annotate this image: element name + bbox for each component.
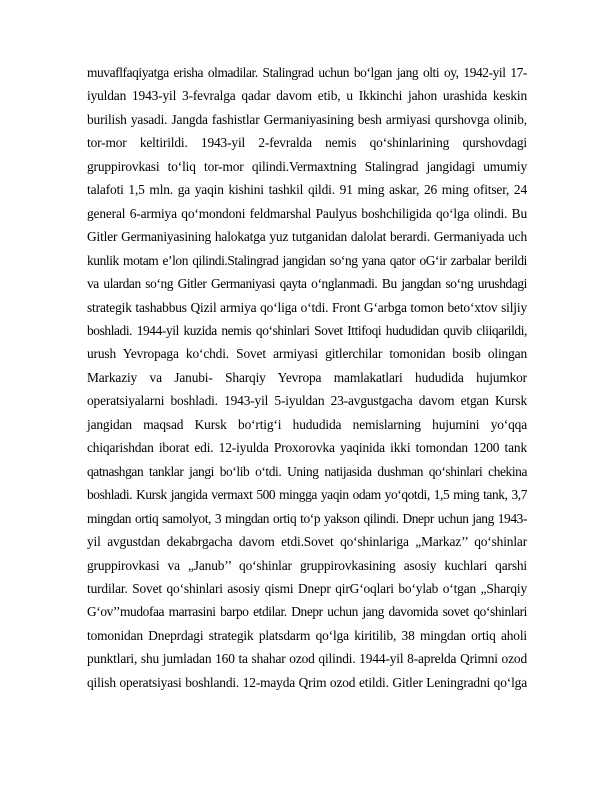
- text-line: talafoti 1,5 mln. ga yaqin kishini tashkil qildi. 91 ming askar, 26 ming ofitser, 24: [87, 182, 527, 198]
- text-line: general 6-armiya qo‘mondoni feldmarshal Paulyus boshchiligida qo‘lga olindi. Bu: [87, 205, 527, 221]
- text-line: qilish operatsiyasi boshlandi. 12-mayda Qrim ozod etildi. Gitler Leningradni qo‘lga: [87, 674, 527, 690]
- text-line: qatnashgan tanklar jangi bo‘lib o‘tdi. Uning natijasida dushman qo‘shinlari chekina: [87, 463, 527, 479]
- text-line: operatsiyalarni boshladi. 1943-yil 5-iyuldan 23-avgustgacha davom etgan Kursk: [87, 393, 527, 409]
- text-line: punktlari, shu jumladan 160 ta shahar ozod qilindi. 1944-yil 8-aprelda Qrimni ozod: [87, 651, 527, 667]
- text-line: muvaflfaqiyatga erisha olmadilar. Stalingrad uchun bo‘lgan jang olti oy, 1942-yil 17-: [87, 65, 527, 80]
- text-line: va ulardan so‘ng Gitler Germaniyasi qayta o‘nglanmadi. Bu jangdan so‘ng urushdagi: [87, 276, 527, 292]
- text-line: Gitler Germaniyasining halokatga yuz tutganidan dalolat berardi. Germaniyada uch: [87, 229, 527, 245]
- text-line: iyuldan 1943-yil 3-fevralga qadar davom etib, u Ikkinchi jahon urashida keskin: [87, 88, 527, 104]
- text-line: Markaziy va Janubi- Sharqiy Yevropa mamlakatlari hududida hujumkor: [87, 369, 527, 385]
- text-line: jangidan maqsad Kursk bo‘rtig‘i hududida nemislarning hujumini yo‘qqa: [87, 416, 527, 432]
- text-line: burilish yasadi. Jangda fashistlar Germaniyasining besh armiyasi qurshovga olinib,: [87, 111, 527, 127]
- body-text: [87, 63, 527, 696]
- text-line: gruppirovkasi va „Janub’’ qo‘shinlar gruppirovkasining asosiy kuchlari qarshi: [87, 557, 527, 573]
- text-line: mingdan ortiq samolyot, 3 mingdan ortiq to‘p yakson qilindi. Dnepr uchun jang 1943-: [87, 510, 527, 526]
- text-line: chiqarishdan iborat edi. 12-iyulda Proxorovka yaqinida ikki tomondan 1200 tank: [87, 440, 527, 456]
- text-line: gruppirovkasi to‘liq tor-mor qilindi.Vermaxtning Stalingrad jangidagi umumiy: [87, 158, 527, 174]
- text-line: boshladi. Kursk jangida vermaxt 500 mingga yaqin odam yo‘qotdi, 1,5 ming tank, 3,7: [87, 487, 527, 503]
- text-line: G‘ov’’mudofaa marrasini barpo etdilar. Dnepr uchun jang davomida sovet qo‘shinlari: [87, 604, 527, 620]
- text-line: tomonidan Dneprdagi strategik platsdarm qo‘lga kiritilib, 38 mingdan ortiq aholi: [87, 627, 527, 643]
- text-line: kunlik motam e’lon qilindi.Stalingrad jangidan so‘ng yana qator oG‘ir zarbalar berildi: [87, 252, 527, 268]
- text-line: boshladi. 1944-yil kuzida nemis qo‘shinlari Sovet Ittifoqi hududidan quvib cliiqarildi,: [87, 322, 527, 338]
- text-line: strategik tashabbus Qizil armiya qo‘liga o‘tdi. Front G‘arbga tomon beto‘xtov siljiy: [87, 299, 527, 315]
- text-line: yil avgustdan dekabrgacha davom etdi.Sovet qo‘shinlariga „Markaz’’ qo‘shinlar: [87, 534, 527, 550]
- text-line: urush Yevropaga ko‘chdi. Sovet armiyasi gitlerchilar tomonidan bosib olingan: [87, 346, 527, 362]
- text-line: tor-mor keltirildi. 1943-yil 2-fevralda nemis qo‘shinlarining qurshovdagi: [87, 135, 527, 151]
- text-line: turdilar. Sovet qo‘shinlari asosiy qismi Dnepr qirG‘oqlari bo‘ylab o‘tgan „Sharqiy: [87, 580, 527, 596]
